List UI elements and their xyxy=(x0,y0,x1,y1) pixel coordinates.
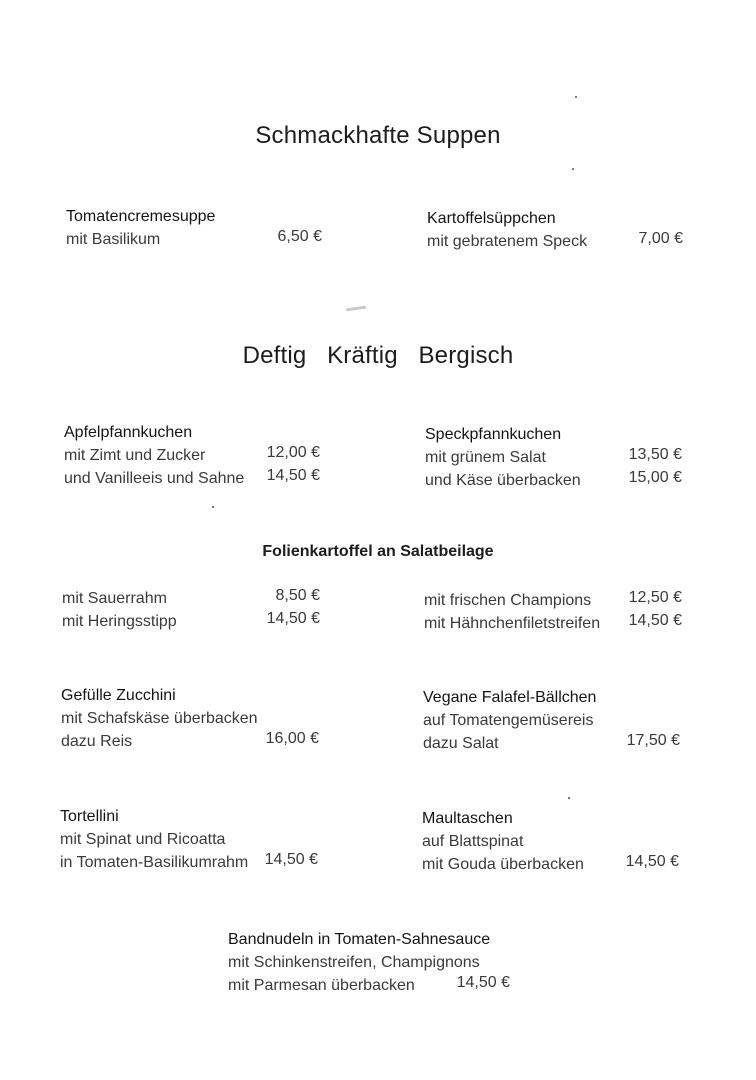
section-title-soups: Schmackhafte Suppen xyxy=(255,122,501,149)
dish-description: mit grünem Salat xyxy=(425,449,546,466)
paper-speck xyxy=(568,797,570,799)
dish-price: 14,50 € xyxy=(625,853,679,870)
dish-price: 15,00 € xyxy=(628,469,682,486)
dish-description: auf Blattspinat xyxy=(422,833,524,850)
dish-vegane-falafel xyxy=(423,686,596,755)
dish-price: 17,50 € xyxy=(626,732,680,749)
dish-description: in Tomaten-Basilikumrahm xyxy=(60,854,249,871)
paper-speck xyxy=(572,168,574,170)
dish-price: 13,50 € xyxy=(628,446,682,463)
dish-price: 6,50 € xyxy=(277,228,322,245)
dish-name: Tortellini xyxy=(60,808,119,825)
dish-description: mit Zimt und Zucker xyxy=(64,447,206,464)
dish-gefuelle-zucchini xyxy=(61,684,258,753)
dish-price: 14,50 € xyxy=(266,467,320,484)
dish-apfelpfannkuchen xyxy=(64,421,244,490)
dish-name: Vegane Falafel-Bällchen xyxy=(423,689,597,706)
dish-name: Maultaschen xyxy=(422,810,513,827)
dish-description: und Käse überbacken xyxy=(425,472,581,489)
dish-price: 12,50 € xyxy=(628,589,682,606)
dish-maultaschen xyxy=(422,807,584,876)
dish-description: mit Heringsstipp xyxy=(62,613,177,630)
dish-description: dazu Salat xyxy=(423,735,499,752)
dish-potato-right xyxy=(424,589,600,635)
section-title-potatoes: Folienkartoffel an Salatbeilage xyxy=(262,543,494,560)
paper-speck xyxy=(575,96,577,98)
dish-description: mit Basilikum xyxy=(66,231,161,248)
dish-name: Gefülle Zucchini xyxy=(61,687,176,704)
dish-price: 14,50 € xyxy=(264,851,318,868)
dish-name: Apfelpfannkuchen xyxy=(64,424,193,441)
dish-tomatencremesuppe xyxy=(66,205,215,251)
dish-name: Tomatencremesuppe xyxy=(66,208,216,225)
dish-price: 14,50 € xyxy=(456,974,510,991)
dish-price: 8,50 € xyxy=(275,587,320,604)
dish-description: und Vanilleeis und Sahne xyxy=(64,470,245,487)
dish-price: 12,00 € xyxy=(266,444,320,461)
dish-description: mit Schafskäse überbacken xyxy=(61,710,258,727)
dish-price: 14,50 € xyxy=(628,612,682,629)
dish-name: Bandnudeln in Tomaten-Sahnesauce xyxy=(228,931,491,948)
section-title-hearty: Deftig Kräftig Bergisch xyxy=(242,342,514,369)
dish-kartoffelsueppchen xyxy=(427,207,587,253)
paper-speck xyxy=(212,506,214,508)
dish-description: auf Tomatengemüsereis xyxy=(423,712,594,729)
dish-price: 16,00 € xyxy=(265,730,319,747)
dish-potato-left xyxy=(62,587,177,633)
dish-name: Kartoffelsüppchen xyxy=(427,210,556,227)
dish-description: mit Sauerrahm xyxy=(62,590,167,607)
dish-name: Speckpfannkuchen xyxy=(425,426,562,443)
dish-price: 14,50 € xyxy=(266,610,320,627)
dish-description: mit gebratenem Speck xyxy=(427,233,588,250)
dish-description: mit Schinkenstreifen, Champignons xyxy=(228,954,480,971)
dish-price: 7,00 € xyxy=(638,230,683,247)
dish-description: mit Hähnchenfiletstreifen xyxy=(424,615,601,632)
dish-description: dazu Reis xyxy=(61,733,133,750)
paper-smudge xyxy=(346,306,366,312)
dish-description: mit Parmesan überbacken xyxy=(228,977,415,994)
dish-speckpfannkuchen xyxy=(425,423,581,492)
dish-tortellini xyxy=(60,805,248,874)
dish-description: mit Gouda überbacken xyxy=(422,856,584,873)
dish-description: mit Spinat und Ricoatta xyxy=(60,831,226,848)
dish-description: mit frischen Champions xyxy=(424,592,592,609)
